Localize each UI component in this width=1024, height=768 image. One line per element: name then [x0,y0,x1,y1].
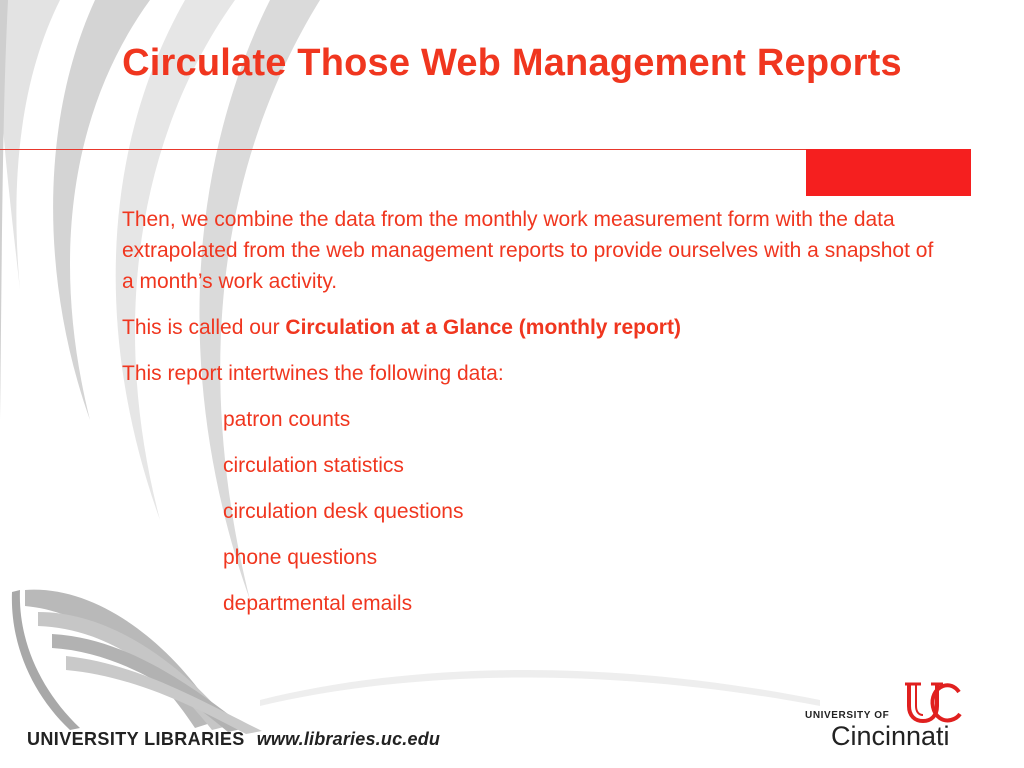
intro-paragraph: Then, we combine the data from the monthly work measurement form with the data extrapolated from the web management reports to provide ourselves with a snapshot of a month’s work activity. [122,208,934,293]
data-list-item: circulation desk questions [223,500,464,523]
called-prefix-text: This is called our [122,316,286,339]
called-paragraph [122,312,942,343]
slide-body [122,204,942,634]
data-list-item: phone questions [223,546,378,569]
data-list-item: patron counts [223,408,351,431]
intertwines-paragraph: This report intertwines the following data: [122,362,504,385]
uc-monogram-icon [903,680,963,724]
logo-cincinnati: Cincinnati [831,721,950,751]
data-list-item: departmental emails [223,592,413,615]
report-name-emphasis: Circulation at a Glance (monthly report) [285,316,681,339]
footer-branding [27,729,440,750]
university-of-cincinnati-logo [805,680,975,752]
logo-university-of: UNIVERSITY OF [805,710,890,721]
data-list-item: circulation statistics [223,454,404,477]
red-accent-block [806,149,971,196]
slide-title: Circulate Those Web Management Reports [122,42,902,84]
title-divider-line [0,149,806,150]
footer-url: www.libraries.uc.edu [256,729,441,749]
footer-libraries-label: UNIVERSITY LIBRARIES [27,729,245,749]
